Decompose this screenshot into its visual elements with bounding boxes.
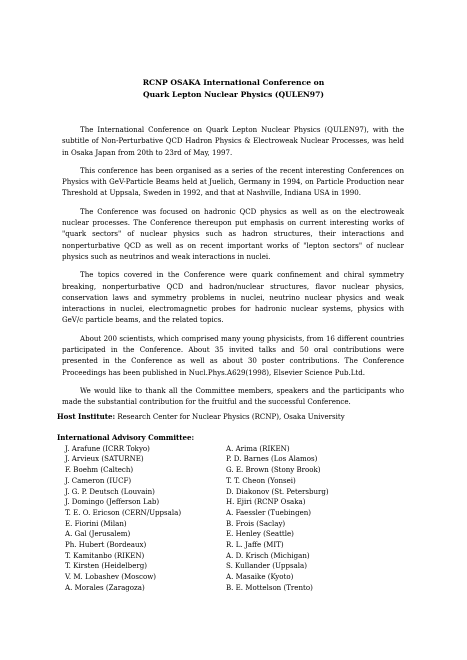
- committee-member: J. Domingo (Jefferson Lab): [65, 497, 160, 507]
- committee-member: P. D. Barnes (Los Alamos): [226, 454, 318, 464]
- host-label: Host Institute:: [57, 412, 116, 421]
- committee-member: T. Kamitanbo (RIKEN): [65, 550, 145, 560]
- committee-member: J. Arafune (ICRR Tokyo): [65, 443, 150, 453]
- paragraph: This conference has been organised as a series of the recent interesting Conferences on Physics with GeV-Particle Beams held at Juelich, Germany in 1994, on Particle Production near Threshold at Uppsala, Sweden in 1992, and that at Nashville, Indiana USA in 1990.: [62, 165, 404, 198]
- committee-member: T. Kirsten (Heidelberg): [65, 561, 147, 571]
- title-line-2: Quark Lepton Nuclear Physics (QULEN97): [143, 90, 324, 99]
- paragraph: The Conference was focused on hadronic QCD physics as well as on the electroweak nuclear processes. The Conference thereupon put emphasis on current interesting works of "quark sectors" of nuclear physics such as hadron structures, their interactions and nonperturbative QCD as well as on recent important works of "lepton sectors" of nuclear physics such as neutrinos and weak interactions in nuclei.: [62, 206, 404, 261]
- committee-member: Ph. Hubert (Bordeaux): [65, 540, 147, 550]
- committee-member: T. E. O. Ericson (CERN/Uppsala): [65, 507, 182, 517]
- committee-member: S. Kullander (Uppsala): [226, 561, 307, 571]
- committee-member: B. E. Mottelson (Trento): [226, 582, 313, 592]
- paragraph: About 200 scientists, which comprised many young physicists, from 16 different countries participated in the Conference. About 35 invited talks and 50 oral contributions were presented in the Conference as well as about 30 poster contributions. The Conference Proceedings has been published in Nucl.Phys.A629(1998), Elsevier Science Pub.Ltd.: [62, 333, 404, 377]
- committee-member: E. Fiorini (Milan): [65, 518, 127, 528]
- committee-member: B. Frois (Saclay): [226, 518, 286, 528]
- committee-member: A. D. Krisch (Michigan): [226, 550, 310, 560]
- committee-member: J. Cameron (IUCF): [65, 475, 132, 485]
- host-value: Research Center for Nuclear Physics (RCNP), Osaka University: [117, 412, 345, 421]
- committee-member: H. Ejiri (RCNP Osaka): [226, 497, 306, 507]
- committee-member: E. Henley (Seattle): [226, 529, 294, 539]
- committee-member: V. M. Lobashev (Moscow): [65, 572, 157, 582]
- committee-member: T. T. Cheon (Yonsei): [226, 475, 296, 485]
- title-line-1: RCNP OSAKA International Conference on: [142, 78, 325, 87]
- paragraph: The topics covered in the Conference were quark confinement and chiral symmetry breaking, nonperturbative QCD and hadron/nuclear structures, flavor nuclear physics, conservation laws and symmetry problems in nuclei, neutrino nuclear physics and weak interactions in nuclei, electromagnetic probes for hadronic nuclear systems, physics with GeV/c particle beams, and the related topics.: [62, 270, 404, 325]
- committee-member: A. Morales (Zaragoza): [65, 582, 145, 592]
- paragraph: The International Conference on Quark Lepton Nuclear Physics (QULEN97), with the subtitle of Non-Perturbative QCD Hadron Physics & Electroweak Nuclear Processes, was held in Osaka Japan from 20th to 23rd of May, 1997.: [62, 125, 404, 157]
- committee-right-column: [226, 444, 406, 594]
- committee-member: J. Arvieux (SATURNE): [65, 454, 144, 464]
- committee-member: J. G. P. Deutsch (Louvain): [65, 486, 155, 496]
- committee-member: A. Arima (RIKEN): [226, 443, 290, 453]
- conference-title: [60, 77, 407, 101]
- committee-left-column: [57, 444, 226, 594]
- committee-member: A. Masaike (Kyoto): [226, 572, 294, 582]
- host-institute: [57, 411, 345, 422]
- committee-member: A. Faessler (Tuebingen): [226, 507, 312, 517]
- committee-heading: International Advisory Committee:: [57, 433, 195, 442]
- committee-member: D. Diakonov (St. Petersburg): [226, 486, 329, 496]
- committee-member: F. Boehm (Caltech): [65, 465, 134, 475]
- paragraph: We would like to thank all the Committee members, speakers and the participants who made the substantial contribution for the fruitful and the successful Conference.: [62, 385, 404, 407]
- committee-member: G. E. Brown (Stony Brook): [226, 465, 321, 475]
- body-text: [62, 124, 404, 415]
- advisory-committee: [57, 433, 417, 594]
- committee-member: A. Gal (Jerusalem): [65, 529, 131, 539]
- committee-member: R. L. Jaffe (MIT): [226, 540, 284, 550]
